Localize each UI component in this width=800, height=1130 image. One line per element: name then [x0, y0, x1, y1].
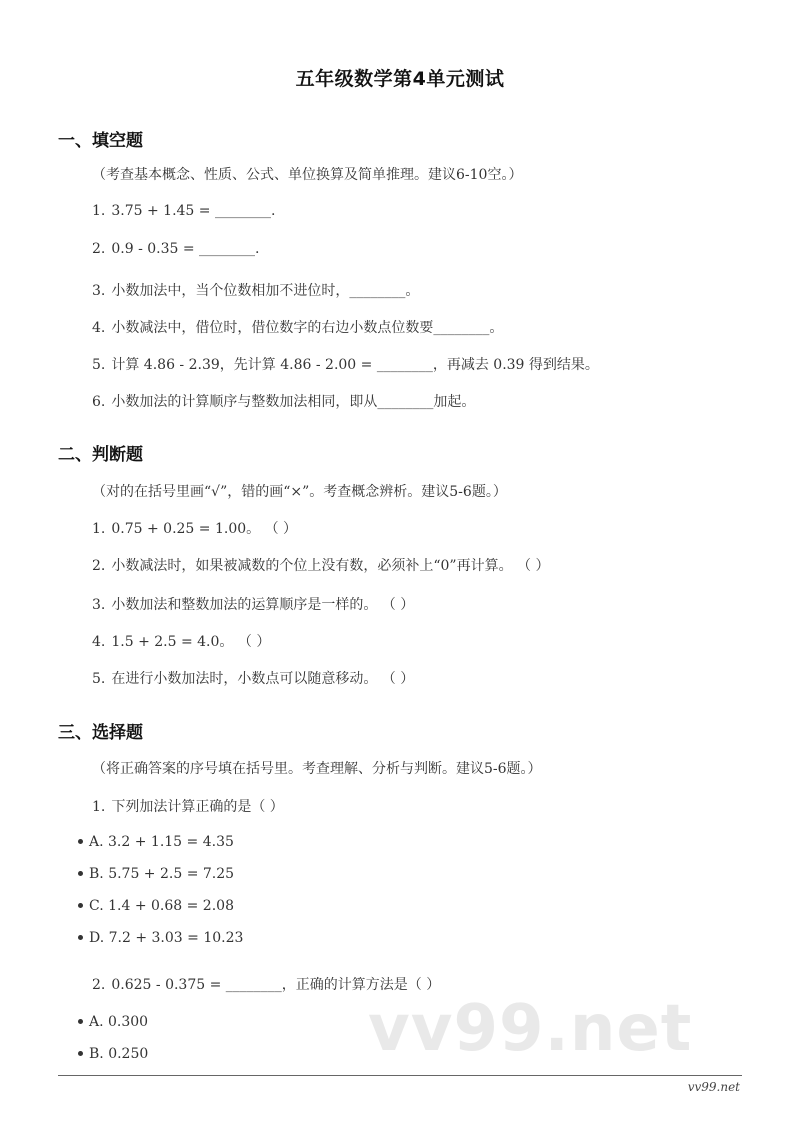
question-number: 4.	[92, 320, 106, 336]
question-number: 1.	[92, 521, 106, 537]
question-item	[92, 391, 475, 411]
question-text: 0.75 + 0.25 = 1.00。 （ ）	[111, 521, 298, 537]
bullet-icon	[78, 903, 83, 908]
question-number: 3.	[92, 597, 106, 613]
question-item	[92, 668, 414, 688]
question-item	[92, 594, 414, 614]
choice-option	[78, 898, 234, 914]
footer-divider	[58, 1075, 742, 1076]
choice-option-text: D. 7.2 + 3.03 = 10.23	[89, 930, 244, 946]
choice-option	[78, 930, 243, 946]
choice-option-text: C. 1.4 + 0.68 = 2.08	[89, 898, 234, 914]
bullet-icon	[78, 935, 83, 940]
bullet-icon	[78, 871, 83, 876]
question-number: 1.	[92, 799, 106, 815]
section-heading-true-false: 二、判断题	[58, 445, 143, 465]
question-item	[92, 555, 549, 575]
question-number: 4.	[92, 634, 106, 650]
question-text: 下列加法计算正确的是（ ）	[111, 799, 284, 815]
bullet-icon	[78, 1019, 83, 1024]
question-text: 小数减法中，借位时，借位数字的右边小数点位数要________。	[111, 320, 504, 336]
choice-option	[78, 1046, 148, 1062]
section-heading-fill-blank: 一、填空题	[58, 131, 143, 151]
question-text: 小数减法时，如果被减数的个位上没有数，必须补上“0”再计算。 （ ）	[111, 558, 550, 574]
choice-option	[78, 834, 234, 850]
question-item	[92, 631, 270, 651]
section-note-multiple-choice: （将正确答案的序号填在括号里。考查理解、分析与判断。建议5-6题。）	[92, 761, 542, 777]
section-note-fill-blank: （考查基本概念、性质、公式、单位换算及简单推理。建议6-10空。）	[92, 167, 523, 183]
choice-option-text: B. 5.75 + 2.5 = 7.25	[89, 866, 235, 882]
question-number: 5.	[92, 357, 106, 373]
question-number: 2.	[92, 558, 106, 574]
question-item	[92, 241, 260, 257]
question-item	[92, 796, 284, 816]
section-note-true-false: （对的在括号里画“√”，错的画“×”。考查概念辨析。建议5-6题。）	[92, 484, 507, 500]
question-number: 1.	[92, 203, 106, 219]
question-number: 2.	[92, 241, 106, 257]
question-item	[92, 203, 275, 219]
bullet-icon	[78, 1051, 83, 1056]
question-text: 3.75 + 1.45 = ________.	[111, 203, 276, 219]
question-text: 在进行小数加法时，小数点可以随意移动。 （ ）	[111, 671, 415, 687]
question-item	[92, 280, 419, 300]
question-item	[92, 518, 297, 538]
question-text: 0.625 - 0.375 = ________，正确的计算方法是（ ）	[111, 977, 441, 993]
section-heading-multiple-choice: 三、选择题	[58, 723, 143, 743]
choice-option	[78, 866, 234, 882]
watermark: vv99.net	[368, 992, 693, 1066]
question-item	[92, 354, 599, 374]
question-text: 1.5 + 2.5 = 4.0。 （ ）	[111, 634, 271, 650]
question-number: 6.	[92, 394, 106, 410]
question-text: 小数加法和整数加法的运算顺序是一样的。 （ ）	[111, 597, 415, 613]
question-number: 5.	[92, 671, 106, 687]
choice-option-text: A. 0.300	[89, 1014, 149, 1030]
choice-option-text: A. 3.2 + 1.15 = 4.35	[89, 834, 234, 850]
question-item	[92, 974, 440, 994]
choice-option-text: B. 0.250	[89, 1046, 149, 1062]
question-text: 计算 4.86 - 2.39，先计算 4.86 - 2.00 = ________，再减去 0.39 得到结果。	[111, 357, 599, 373]
question-text: 小数加法的计算顺序与整数加法相同，即从________加起。	[111, 394, 476, 410]
choice-option	[78, 1014, 148, 1030]
question-item	[92, 317, 503, 337]
question-number: 3.	[92, 283, 106, 299]
bullet-icon	[78, 839, 83, 844]
footer-site: vv99.net	[687, 1080, 740, 1094]
page-title: 五年级数学第4单元测试	[295, 68, 505, 90]
question-text: 小数加法中，当个位数相加不进位时，________。	[111, 283, 420, 299]
question-text: 0.9 - 0.35 = ________.	[111, 241, 260, 257]
question-number: 2.	[92, 977, 106, 993]
